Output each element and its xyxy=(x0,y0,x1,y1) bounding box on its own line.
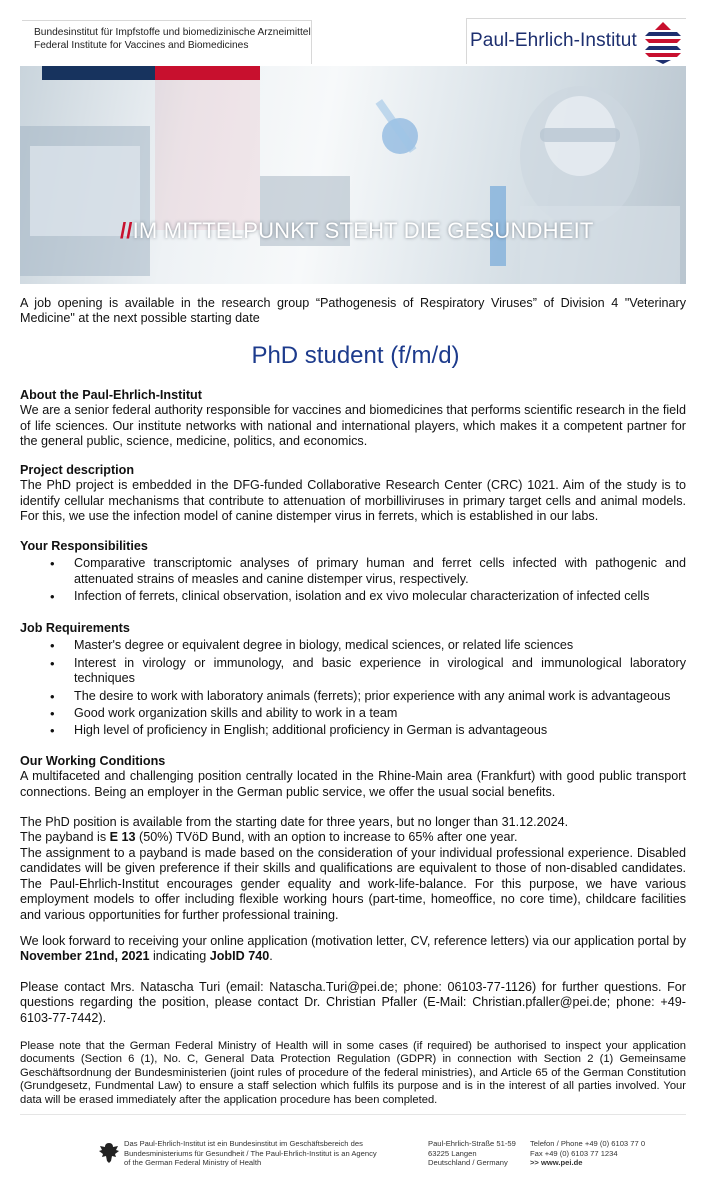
intro-paragraph: A job opening is available in the research group “Pathogenesis of Respiratory Viruses” of Division 4 "Veterinary Medicine" at the next possible starting date xyxy=(20,296,686,326)
about-heading: About the Paul-Ehrlich-Institut xyxy=(20,388,202,402)
agency-name xyxy=(34,26,311,52)
page-header xyxy=(0,0,711,68)
project-section xyxy=(20,463,686,525)
institute-name: Paul-Ehrlich-Institut xyxy=(470,30,637,51)
footer-agency-line-2: Bundesministeriums für Gesundheit / The Paul-Ehrlich-Institut is an Agency xyxy=(124,1148,377,1158)
footer-contact xyxy=(530,1139,690,1168)
lab-scene-illustration xyxy=(20,66,686,284)
position-duration: The PhD position is available from the starting date for three years, but no longer than 31.12.2024. xyxy=(20,815,569,829)
banner-slogan xyxy=(120,218,594,244)
assignment-paragraph: The assignment to a payband is made based on the consideration of your individual professional experience. Disabled candidates will be given preference if their skills and qualifications are equivalent to those of non-disabled candidates. The Paul-Ehrlich-Institut encourages gender equality and work-life-balance. For this purpose, we have various employment models to offer including flexible working hours (part-time, homeoffice, no core time), childcare facilities and various opportunities for further professional training. xyxy=(20,846,686,922)
list-item: • Master's degree or equivalent degree in biology, medical sciences, or related life sciences xyxy=(20,638,686,653)
list-item: • The desire to work with laboratory animals (ferrets); prior experience with any animal work is advantageous xyxy=(20,689,686,704)
footer-agency-line-3: of the German Federal Ministry of Health xyxy=(124,1158,262,1168)
application-prefix: We look forward to receiving your online application (motivation letter, CV, reference letters) via our application portal by xyxy=(20,934,686,948)
footer-fax: Fax +49 (0) 6103 77 1234 xyxy=(530,1148,618,1158)
footer-city: 63225 Langen xyxy=(428,1148,477,1158)
project-text: The PhD project is embedded in the DFG-funded Collaborative Research Center (CRC) 1021. Aim of the study is to identify cellular mechanisms that contribute to attenuation of morbilliviruses in primary target cells and animal models. For this, we use the infection model of canine distemper virus in ferrets, which is established in our labs. xyxy=(20,478,686,524)
application-middle: indicating xyxy=(149,949,210,964)
project-heading: Project description xyxy=(20,463,135,477)
agency-name-de: Bundesinstitut für Impfstoffe und biomedizinische Arzneimittel xyxy=(34,27,311,38)
footer-country: Deutschland / Germany xyxy=(428,1158,508,1168)
footer-agency-note xyxy=(124,1139,414,1168)
payband-suffix: (50%) TVöD Bund, with an option to increase to 65% after one year. xyxy=(135,830,518,845)
application-paragraph xyxy=(20,934,686,965)
footer-website-link[interactable]: >> www.pei.de xyxy=(530,1158,583,1168)
responsibilities-section xyxy=(20,539,686,605)
working-conditions-text: A multifaceted and challenging position centrally located in the Rhine-Main area (Frankfurt) with good public transport connections. Being an employer in the German public service, we offer the usual social benefits. xyxy=(20,769,686,799)
requirements-heading: Job Requirements xyxy=(20,621,130,635)
about-text: We are a senior federal authority responsible for vaccines and biomedicines that performs scientific research in the field of life sciences. Our institute networks with national and international players, which makes it a competent partner for the general public, science, medicine, politics, and economics. xyxy=(20,403,686,449)
footer-phone: Telefon / Phone +49 (0) 6103 77 0 xyxy=(530,1139,646,1148)
requirements-section xyxy=(20,621,686,739)
header-banner-image xyxy=(20,66,686,284)
footer-agency-line-1: Das Paul-Ehrlich-Institut ist ein Bundesinstitut im Geschäftsbereich des xyxy=(124,1139,363,1148)
page-footer xyxy=(20,1114,686,1194)
privacy-notice: Please note that the German Federal Ministry of Health will in some cases (if required) be authorised to inspect your application documents (Section 6 (1), No. C, General Data Protection Regulation (GDPR) in connection with Section 2 (1) Gemeinsame Geschäftsordnung der Bundesministerien (joint rules of procedure of the federal ministries), and Article 65 of the German Constitution (Grundgesetz, Fundmental Law) to ensure a staff selection which fulfils its purpose and is in the interest of all parties involved. Your data will be erased immediately after the application procedure has been completed. xyxy=(20,1040,686,1106)
working-conditions-heading: Our Working Conditions xyxy=(20,754,166,768)
list-item: • Infection of ferrets, clinical observation, isolation and ex vivo molecular characterization of infected cells xyxy=(20,589,686,604)
contact-paragraph: Please contact Mrs. Natascha Turi (email: Natascha.Turi@pei.de; phone: 06103-77-1126) for further questions. For questions regarding the position, please contact Dr. Christian Pfaller (E-Mail: Christian.pfaller@pei.de; phone: +49-6103-77-7442). xyxy=(20,980,686,1025)
payband-line xyxy=(20,830,686,845)
about-section xyxy=(20,388,686,450)
responsibilities-list xyxy=(20,556,686,604)
list-item: • High level of proficiency in English; additional proficiency in German is advantageous xyxy=(20,723,686,738)
working-conditions-section xyxy=(20,754,686,800)
application-jobid: JobID 740 xyxy=(209,949,270,964)
federal-eagle-icon xyxy=(98,1141,120,1165)
slogan-slashes: // xyxy=(120,218,133,243)
list-item: • Interest in virology or immunology, and basic experience in virological and immunological laboratory techniques xyxy=(20,656,686,687)
payband-prefix: The payband is xyxy=(20,830,110,845)
slogan-text: IM MITTELPUNKT STEHT DIE GESUNDHEIT xyxy=(132,218,594,243)
list-item: • Comparative transcriptomic analyses of primary human and ferret cells infected with pathogenic and attenuated strains of measles and canine distemper virus, respectively. xyxy=(20,556,686,587)
position-details xyxy=(20,815,686,846)
payband-value: E 13 xyxy=(109,830,136,845)
requirements-list xyxy=(20,638,686,738)
job-title: PhD student (f/m/d) xyxy=(251,342,460,369)
agency-name-en: Federal Institute for Vaccines and Biomedicines xyxy=(34,40,249,51)
application-suffix: . xyxy=(269,949,273,964)
list-item: • Good work organization skills and ability to work in a team xyxy=(20,706,686,721)
footer-street: Paul-Ehrlich-Straße 51-59 xyxy=(428,1139,516,1148)
application-deadline: November 21nd, 2021 xyxy=(20,949,150,964)
pei-logo-icon xyxy=(641,20,685,64)
responsibilities-heading: Your Responsibilities xyxy=(20,539,148,553)
